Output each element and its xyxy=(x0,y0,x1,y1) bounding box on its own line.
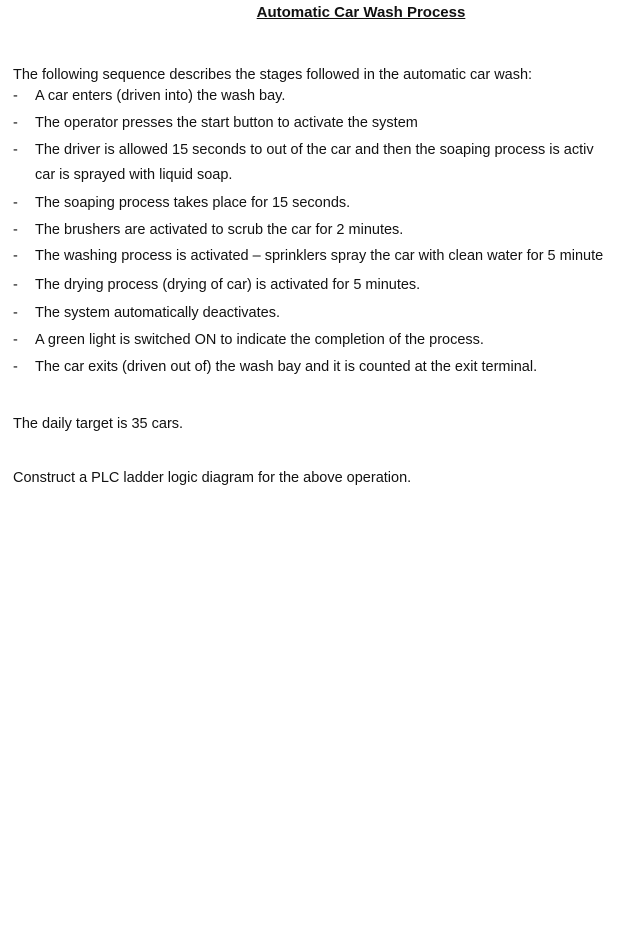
bullet-dash: - xyxy=(13,222,18,238)
list-item xyxy=(0,115,418,131)
step-text-continuation: car is sprayed with liquid soap. xyxy=(35,167,233,183)
step-text: The driver is allowed 15 seconds to out of the car and then the soaping process is activ xyxy=(35,142,594,158)
step-text: The drying process (drying of car) is activated for 5 minutes. xyxy=(35,277,421,293)
document-title: Automatic Car Wash Process xyxy=(256,4,466,21)
step-text: The washing process is activated – sprinklers spray the car with clean water for 5 minute xyxy=(35,248,604,264)
step-text: The car exits (driven out of) the wash bay and it is counted at the exit terminal. xyxy=(35,359,538,375)
list-item xyxy=(0,248,603,264)
list-item xyxy=(0,305,280,321)
list-item xyxy=(0,142,594,183)
bullet-dash: - xyxy=(13,248,18,264)
bullet-dash: - xyxy=(13,277,18,293)
bullet-dash: - xyxy=(13,195,18,211)
bullet-dash: - xyxy=(13,359,18,375)
list-item xyxy=(0,88,285,104)
step-text: A green light is switched ON to indicate the completion of the process. xyxy=(35,332,484,348)
step-text: The system automatically deactivates. xyxy=(35,305,280,321)
list-item xyxy=(0,222,403,238)
step-text: The operator presses the start button to activate the system xyxy=(35,115,418,131)
list-item xyxy=(0,277,420,293)
intro-paragraph: The following sequence describes the stages followed in the automatic car wash: xyxy=(13,67,533,83)
step-text: The soaping process takes place for 15 seconds. xyxy=(35,195,351,211)
step-text: A car enters (driven into) the wash bay. xyxy=(35,88,286,104)
list-item xyxy=(0,359,537,375)
bullet-dash: - xyxy=(13,115,18,131)
list-item xyxy=(0,332,484,348)
daily-target-text: The daily target is 35 cars. xyxy=(13,416,184,432)
bullet-dash: - xyxy=(13,88,18,104)
task-instruction: Construct a PLC ladder logic diagram for the above operation. xyxy=(13,470,412,486)
step-text: The brushers are activated to scrub the car for 2 minutes. xyxy=(35,222,404,238)
bullet-dash: - xyxy=(13,142,18,158)
bullet-dash: - xyxy=(13,332,18,348)
bullet-dash: - xyxy=(13,305,18,321)
list-item xyxy=(0,195,350,211)
